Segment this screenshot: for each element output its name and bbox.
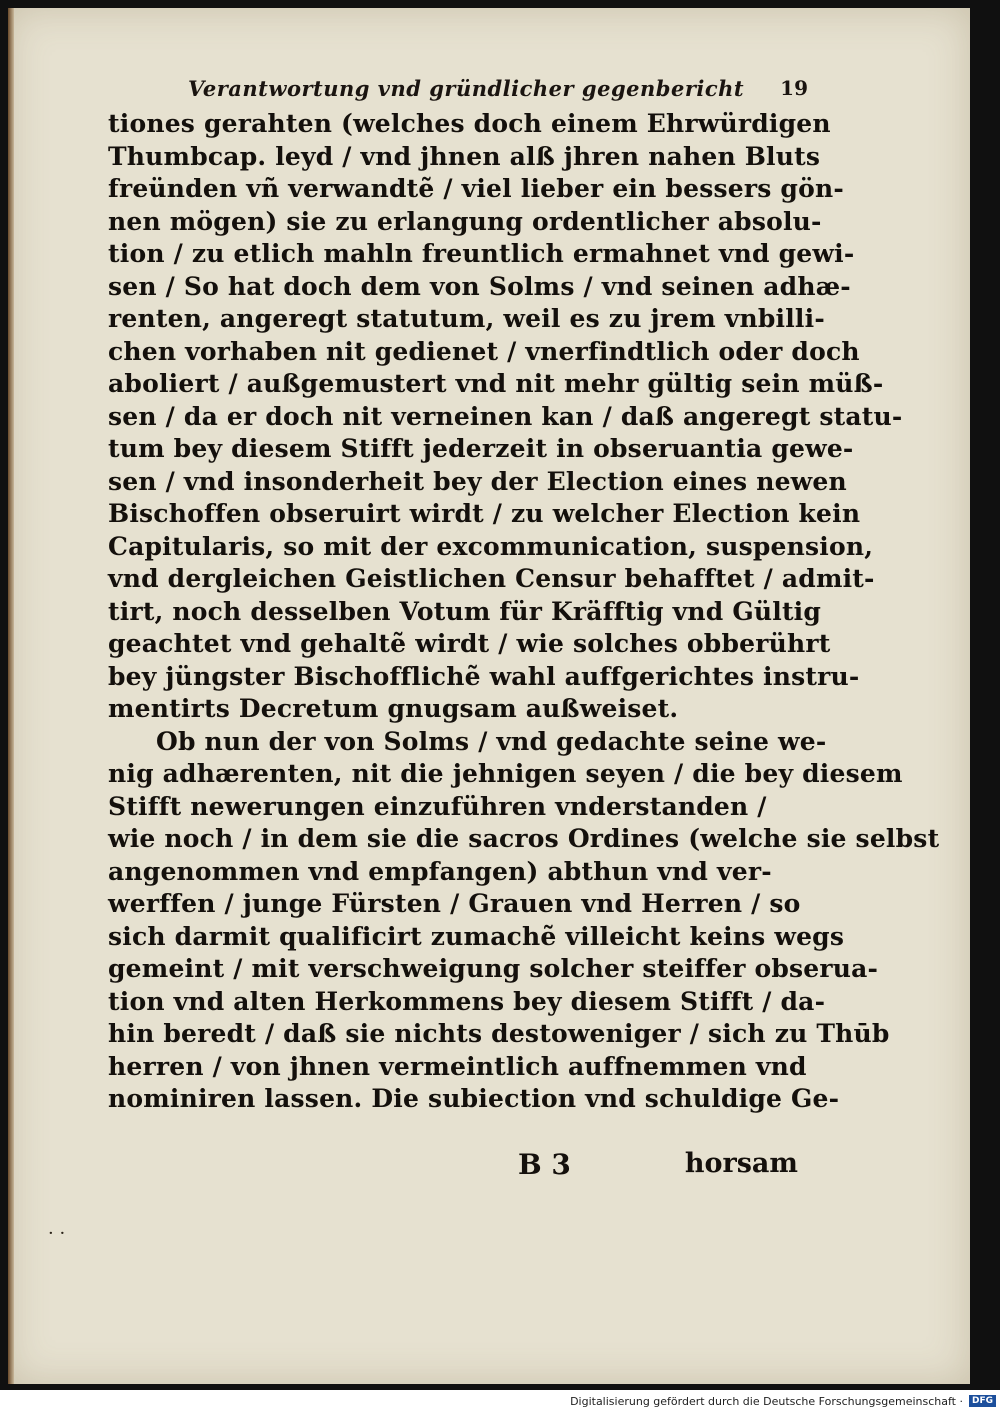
body-text <box>108 108 940 1116</box>
text-line: bey jüngster Bischofflichẽ wahl auffgerichtes instru- <box>108 661 860 691</box>
margin-mark: · · <box>48 1223 66 1244</box>
catchword: horsam <box>684 1148 798 1179</box>
text-line: vnd dergleichen Geistlichen Censur behafftet / admit- <box>108 564 875 593</box>
page-header <box>188 70 808 106</box>
text-line: chen vorhaben nit gedienet / vnerfindtlich oder doch <box>108 336 860 366</box>
text-line: freünden vñ verwandtẽ / viel lieber ein bessers gön- <box>108 174 844 203</box>
page-spine-edge <box>8 8 14 1384</box>
text-line: tiones gerahten (welches doch einem Ehrwürdigen <box>108 109 831 138</box>
signature-mark: B 3 <box>518 1148 571 1181</box>
text-line: aboliert / außgemustert vnd nit mehr gültig sein müß- <box>108 369 884 398</box>
text-line: Capitularis, so mit der excommunication, suspension, <box>108 531 874 561</box>
text-line: Bischoffen obseruirt wirdt / zu welcher Election kein <box>108 499 861 528</box>
text-line: sich darmit qualificirt zumachẽ villeicht keins wegs <box>108 921 845 951</box>
folio-number: 19 <box>780 76 808 100</box>
text-line: Stifft newerungen einzuführen vnderstanden / <box>108 791 767 821</box>
text-line: sen / So hat doch dem von Solms / vnd seinen adhæ- <box>108 271 851 301</box>
credit-bar <box>0 1390 1000 1412</box>
text-line: sen / vnd insonderheit bey der Election eines newen <box>108 466 847 496</box>
text-line: gemeint / mit verschweigung solcher steiffer obserua- <box>108 954 879 983</box>
book-page <box>8 8 970 1384</box>
text-line: nig adhærenten, nit die jehnigen seyen / die bey diesem <box>108 759 903 788</box>
text-line: Thumbcap. leyd / vnd jhnen alß jhren nahen Bluts <box>108 141 821 171</box>
text-line: werffen / junge Fürsten / Grauen vnd Herren / so <box>108 889 801 918</box>
text-line: renten, angeregt statutum, weil es zu jrem vnbilli- <box>108 304 825 333</box>
text-line: nominiren lassen. Die subiection vnd schuldige Ge- <box>108 1084 840 1113</box>
text-line: sen / da er doch nit verneinen kan / daß angeregt statu- <box>108 401 903 431</box>
running-head: Verantwortung vnd gründlicher gegenbericht <box>188 75 745 101</box>
text-line: geachtet vnd gehaltẽ wirdt / wie solches obberührt <box>108 629 831 658</box>
text-line: tum bey diesem Stifft jederzeit in obseruantia gewe- <box>108 434 854 463</box>
text-line: wie noch / in dem sie die sacros Ordines (welche sie selbst <box>108 824 940 853</box>
page-footer <box>108 1148 798 1188</box>
text-line: tion vnd alten Herkommens bey diesem Stifft / da- <box>108 986 826 1016</box>
text-line: hin beredt / daß sie nichts destoweniger / sich zu Thūb <box>108 1019 890 1048</box>
text-line: angenommen vnd empfangen) abthun vnd ver- <box>108 856 772 886</box>
text-line: herren / von jhnen vermeintlich auffnemmen vnd <box>108 1051 807 1081</box>
text-line: tion / zu etlich mahln freuntlich ermahnet vnd gewi- <box>108 239 855 268</box>
dfg-logo: DFG <box>969 1395 996 1407</box>
digitization-credit: Digitalisierung gefördert durch die Deutsche Forschungsgemeinschaft · <box>570 1394 963 1408</box>
paragraph-start-line: Ob nun der von Solms / vnd gedachte seine we- <box>156 726 827 756</box>
text-line: nen mögen) sie zu erlangung ordentlicher absolu- <box>108 206 822 236</box>
text-line: mentirts Decretum gnugsam außweiset. <box>108 694 679 723</box>
text-line: tirt, noch desselben Votum für Kräfftig vnd Gültig <box>108 596 822 626</box>
